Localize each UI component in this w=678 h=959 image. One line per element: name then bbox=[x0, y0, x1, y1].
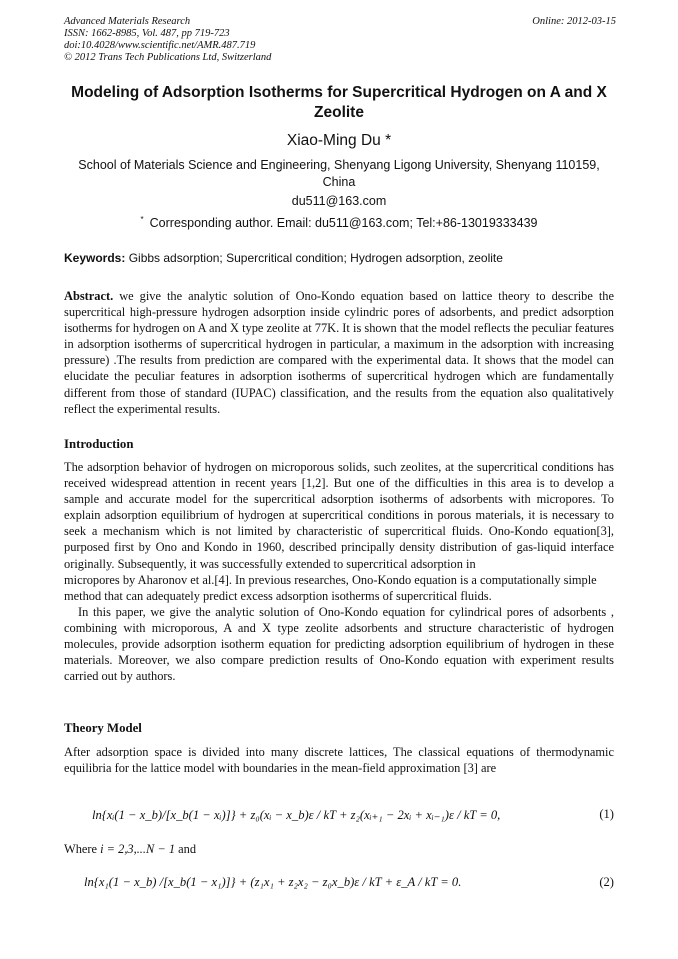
where-and: and bbox=[178, 842, 197, 856]
introduction-body bbox=[64, 459, 614, 684]
paper-title: Modeling of Adsorption Isotherms for Supercritical Hydrogen on A and X Zeolite bbox=[71, 84, 607, 121]
theory-paragraph: After adsorption space is divided into many discrete lattices, The classical equations of thermodynamic equilibria for the lattice model with boundaries in the mean-field approximation [3] are bbox=[64, 745, 614, 776]
corresponding-author bbox=[0, 215, 678, 230]
abstract-text: we give the analytic solution of Ono-Kondo equation based on lattice theory to describe the supercritical high-pressure hydrogen adsorption inside cylindric pores of adsorbents, and predict adsorption isotherms for hydrogen on A and X type zeolite at 77K. It is shown that the model reflects the peculiar features in adsorption isotherms of supercritical hydrogen in particular, a maximum in the adsorption with increasing pressure) .The results from prediction are compared with the experimental data. It shows that the model can elucidate the peculiar features in adsorption isotherms of supercritical hydrogen which are fundamentally different from those of standard (IUPAC) classification, and the results from the equation also qualitatively reflect the experimental results. bbox=[64, 289, 614, 416]
doi-line[interactable]: doi:10.4028/www.scientific.net/AMR.487.719 bbox=[64, 40, 256, 51]
copyright-line: © 2012 Trans Tech Publications Ltd, Switzerland bbox=[64, 52, 272, 63]
equation-2: ln{x₁(1 − x_b) /[x_b(1 − x₁)]} + (z₁x₁ + z₂x₂ − z₀x_b)ε / kT + ε_A / kT = 0. bbox=[84, 875, 462, 889]
intro-paragraph-1: The adsorption behavior of hydrogen on microporous solids, such zeolites, at the supercritical conditions has received widespread attention in recent years [1,2]. But one of the difficulties in this area is to develop a sample and accurate model for the supercritical adsorption isotherms of adsorbents with micropores. To explain adsorption equilibrium of hydrogen at supercritical conditions in porous materials, it is necessary to seek a mechanism which is not limited by characteristic of supercritical fluids. Ono-Kondo equation[3], purposed first by Ono and Kondo in 1960, described principally density distribution of gas-liquid interface originally. Subsequently, it was successfully extended to supercritical adsorption in bbox=[64, 460, 614, 571]
journal-header bbox=[64, 16, 616, 64]
abstract-label: Abstract. bbox=[64, 289, 114, 303]
where-line bbox=[64, 841, 614, 857]
where-math: i = 2,3,...N − 1 bbox=[100, 842, 176, 856]
equation-1-number: (1) bbox=[599, 807, 614, 821]
section-heading-introduction: Introduction bbox=[64, 437, 134, 451]
equation-2-number: (2) bbox=[599, 875, 614, 889]
equation-1: ln{xᵢ(1 − x_b)/[x_b(1 − xᵢ)]} + z₀(xᵢ − x_b)ε / kT + z₂(xᵢ₊₁ − 2xᵢ + xᵢ₋₁)ε / kT = 0, bbox=[92, 808, 501, 822]
author-email[interactable]: du511@163.com bbox=[291, 194, 387, 208]
abstract bbox=[64, 288, 614, 417]
corresponding-mark: * bbox=[140, 215, 144, 224]
keywords bbox=[64, 251, 616, 265]
where-text: Where bbox=[64, 842, 98, 856]
intro-paragraph-3: In this paper, we give the analytic solution of Ono-Kondo equation for cylindrical pores of adsorbents , combining with microporous, A and X type zeolite adsorbents and structure characteristic of hydrogen molecules, provide adsorption isotherm equation for predicting adsorption equilibrium of hydrogen in these materials. Moreover, we also compare prediction results of Ono-Kondo equation with experiment results carried out by authors. bbox=[64, 604, 614, 684]
author-name: Xiao-Ming Du * bbox=[286, 132, 392, 149]
corresponding-text: Corresponding author. Email: du511@163.com; Tel:+86-13019333439 bbox=[149, 216, 538, 230]
keywords-text: Gibbs adsorption; Supercritical condition; Hydrogen adsorption, zeolite bbox=[128, 251, 503, 265]
online-date: Online: 2012-03-15 bbox=[532, 16, 616, 27]
journal-name: Advanced Materials Research bbox=[64, 16, 191, 27]
section-heading-theory: Theory Model bbox=[64, 721, 142, 735]
intro-paragraph-2: micropores by Aharonov et al.[4]. In previous researches, Ono-Kondo equation is a computationally simple method that can adequately predict excess adsorption isotherms of supercritical fluids. bbox=[64, 572, 597, 603]
keywords-label: Keywords: bbox=[64, 251, 126, 265]
issn-line: ISSN: 1662-8985, Vol. 487, pp 719-723 bbox=[64, 28, 230, 39]
affiliation: School of Materials Science and Engineering, Shenyang Ligong University, Shenyang 110159, China bbox=[78, 158, 600, 189]
